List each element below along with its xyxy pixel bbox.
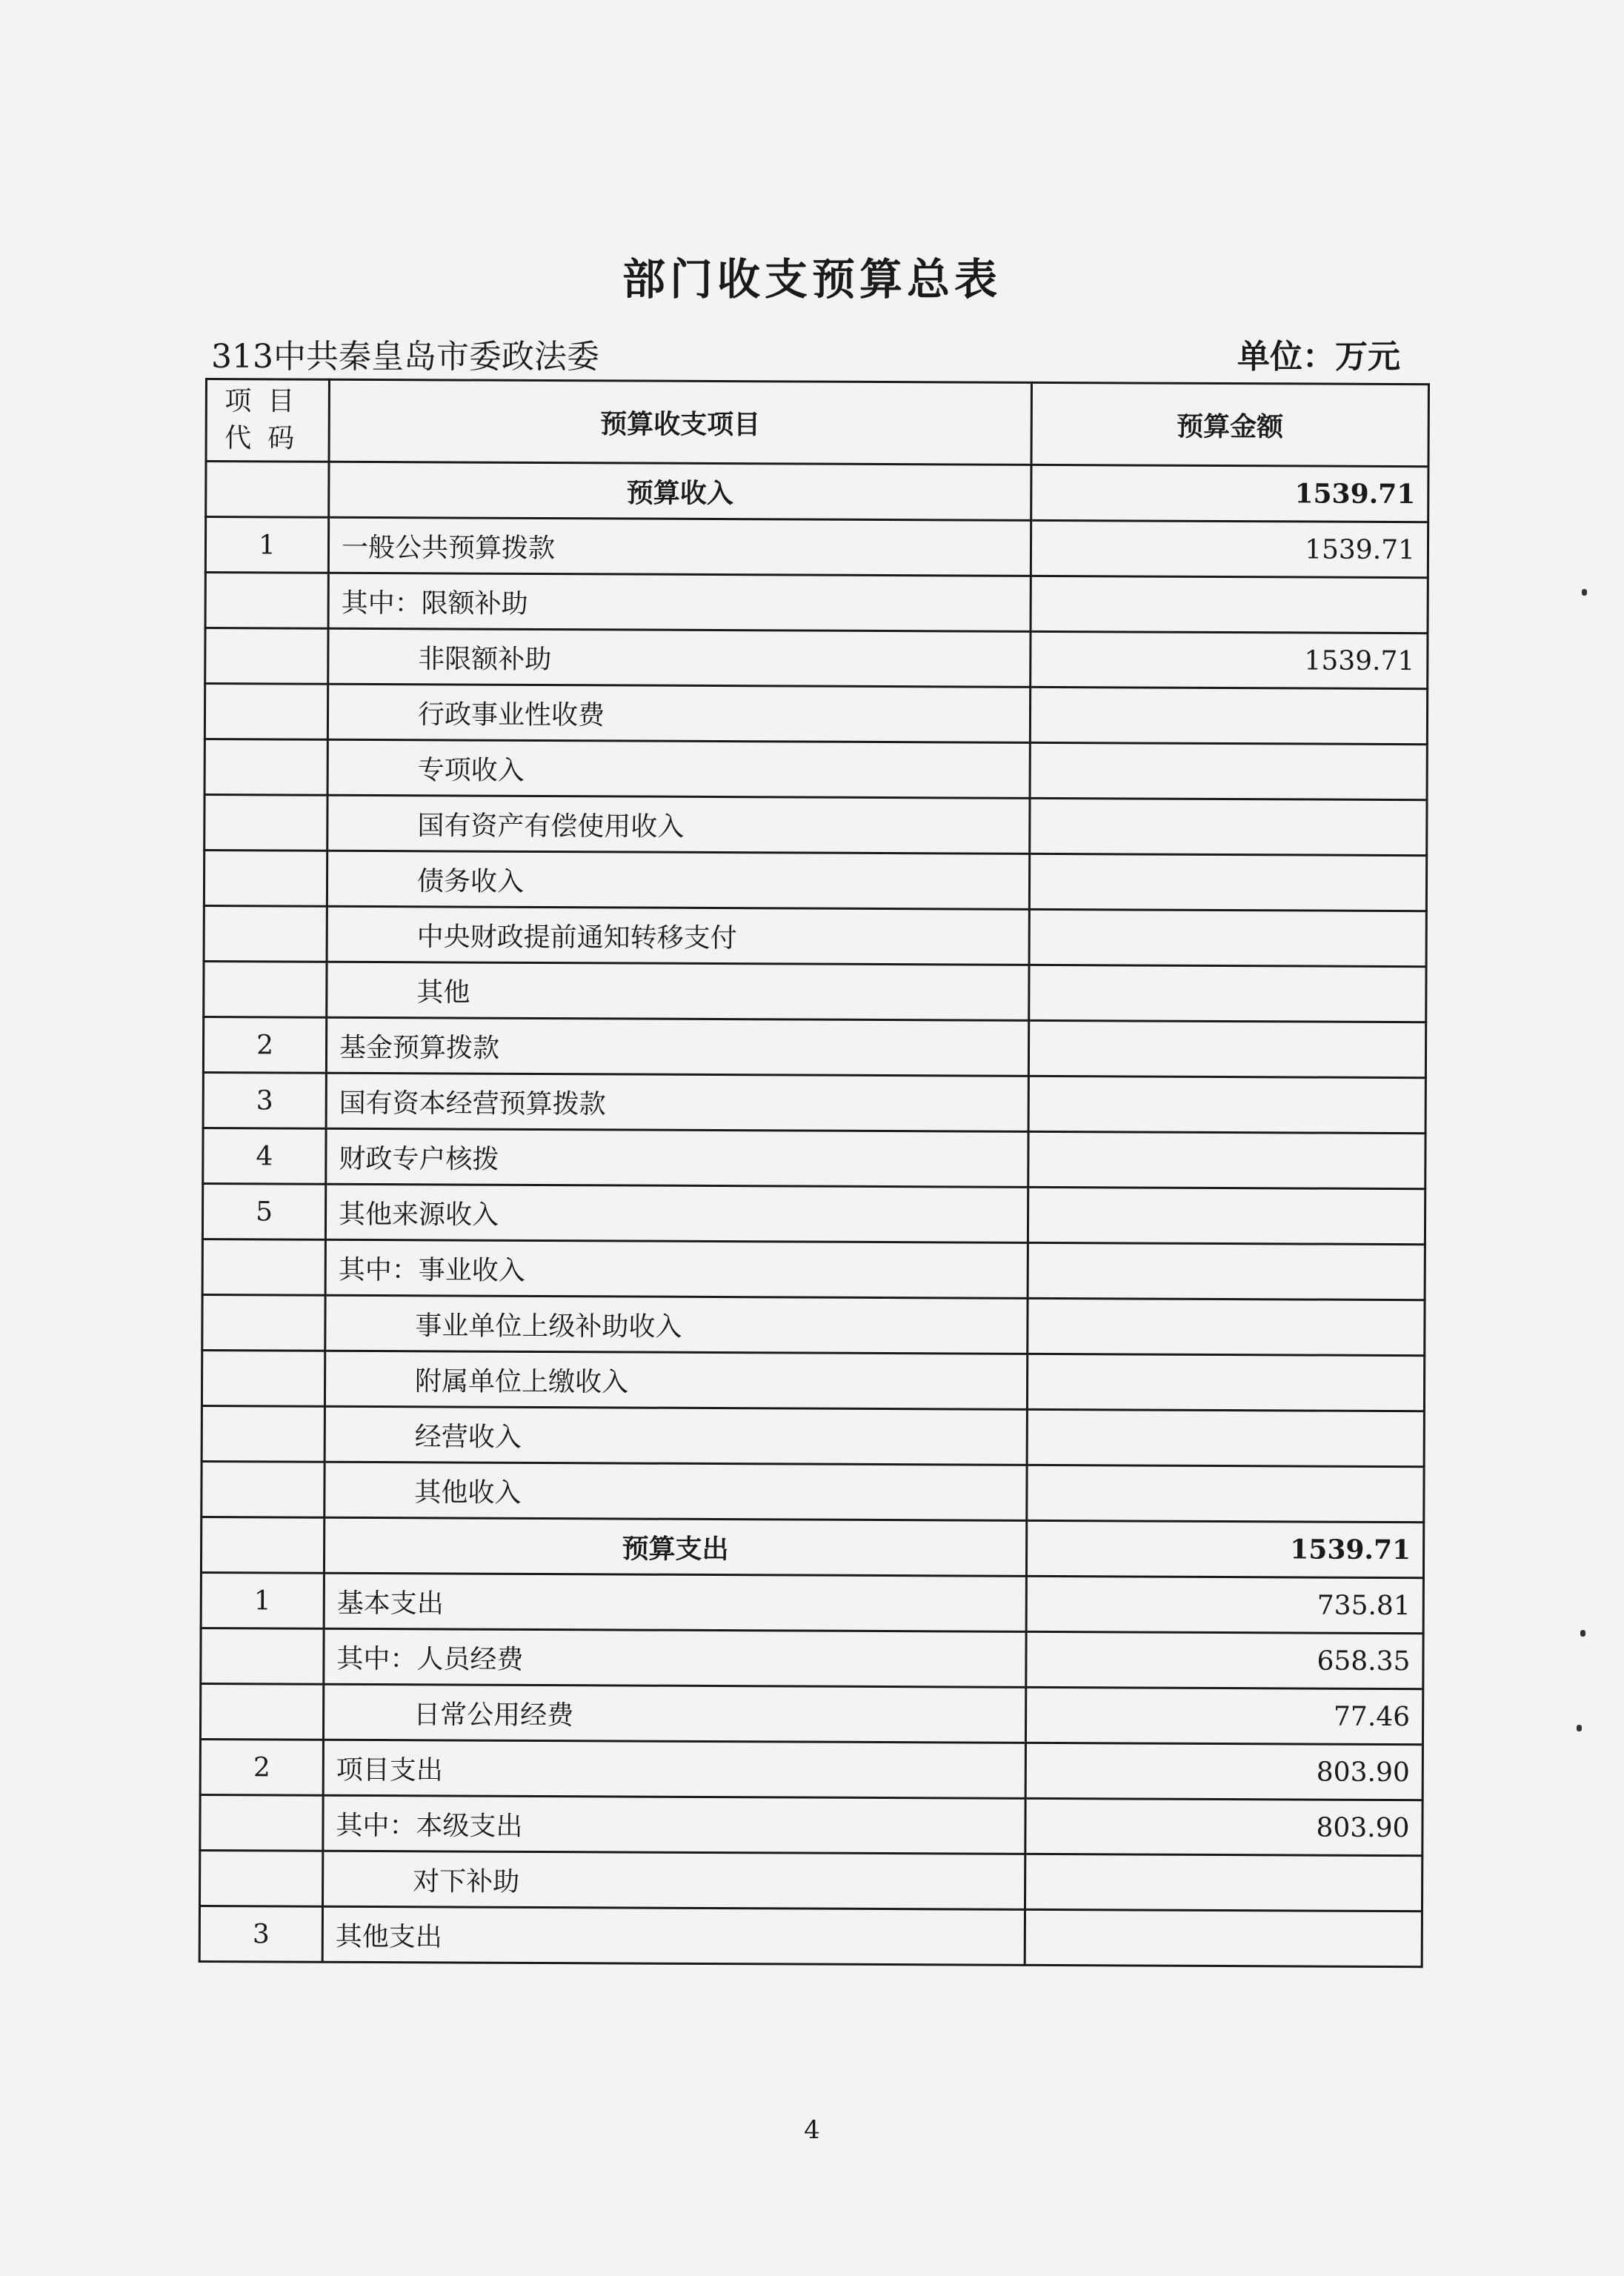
table-row xyxy=(202,1183,1425,1244)
table-row xyxy=(200,1739,1422,1800)
table-row xyxy=(204,851,1426,911)
row-item: 一般公共预算拨款 xyxy=(328,517,1031,576)
header-code-line1: 项目 xyxy=(224,386,311,417)
row-item: 预算支出 xyxy=(324,1517,1026,1576)
row-item: 国有资本经营预算拨款 xyxy=(326,1073,1028,1131)
row-item: 其他来源收入 xyxy=(325,1184,1028,1242)
row-item: 附属单位上缴收入 xyxy=(325,1351,1027,1409)
row-code: 1 xyxy=(201,1572,324,1628)
row-amount xyxy=(1027,1354,1424,1411)
table-row xyxy=(200,1794,1422,1855)
scan-speck xyxy=(1577,1725,1582,1731)
row-amount xyxy=(1028,1131,1425,1188)
unit-label: 单位：万元 xyxy=(1237,338,1400,376)
table-row xyxy=(204,684,1427,745)
row-code xyxy=(204,684,327,740)
row-code xyxy=(204,739,327,796)
row-amount xyxy=(1030,798,1427,855)
table-row xyxy=(202,1239,1425,1300)
row-amount xyxy=(1031,576,1428,633)
table-row xyxy=(203,1128,1425,1188)
row-code: 2 xyxy=(200,1739,323,1795)
header-amount: 预算金额 xyxy=(1031,382,1428,466)
row-code xyxy=(204,905,327,962)
row-item: 基本支出 xyxy=(324,1573,1026,1631)
row-item: 事业单位上级补助收入 xyxy=(325,1295,1028,1354)
page-number: 4 xyxy=(804,2115,820,2145)
organization-label: 313中共秦皇岛市委政法委 xyxy=(211,338,599,376)
scan-speck xyxy=(1582,589,1587,596)
row-code xyxy=(202,1294,325,1351)
row-code xyxy=(204,795,327,851)
header-code-line2: 代码 xyxy=(224,423,311,454)
row-code xyxy=(200,1794,323,1851)
row-code: 3 xyxy=(203,1072,326,1128)
row-item: 其他 xyxy=(327,962,1029,1020)
row-item: 项目支出 xyxy=(323,1740,1025,1798)
row-item: 其他支出 xyxy=(322,1906,1025,1965)
table-row xyxy=(199,1906,1422,1966)
row-item: 其中：事业收入 xyxy=(325,1240,1028,1298)
row-amount: 803.90 xyxy=(1025,1743,1422,1800)
table-row xyxy=(203,1072,1425,1133)
table-row xyxy=(204,961,1426,1022)
row-code xyxy=(202,1239,325,1295)
row-code: 1 xyxy=(205,517,328,573)
row-item: 债务收入 xyxy=(327,851,1029,909)
row-amount xyxy=(1028,1298,1425,1355)
row-amount xyxy=(1029,909,1426,966)
row-code: 3 xyxy=(199,1906,322,1962)
row-amount xyxy=(1030,742,1427,799)
table-row xyxy=(205,628,1428,689)
table-row xyxy=(206,462,1428,522)
table-row xyxy=(205,573,1428,633)
table-row xyxy=(204,905,1426,966)
table-row xyxy=(201,1572,1423,1633)
scan-speck xyxy=(1580,1630,1585,1637)
row-code xyxy=(201,1517,324,1573)
row-item: 国有资产有偿使用收入 xyxy=(327,795,1030,854)
row-amount: 735.81 xyxy=(1026,1576,1423,1633)
row-amount: 77.46 xyxy=(1025,1687,1422,1744)
row-amount: 1539.71 xyxy=(1031,465,1428,522)
row-amount xyxy=(1027,1409,1424,1466)
row-amount xyxy=(1029,965,1426,1022)
table-row xyxy=(201,1628,1423,1688)
row-item: 其他收入 xyxy=(325,1462,1027,1520)
row-item: 中央财政提前通知转移支付 xyxy=(327,906,1029,965)
table-row xyxy=(202,1350,1424,1411)
table-row xyxy=(202,1294,1425,1355)
table-row xyxy=(200,1850,1422,1911)
row-amount xyxy=(1028,1076,1425,1133)
table-row xyxy=(204,795,1427,856)
row-code xyxy=(205,628,328,685)
table-row xyxy=(200,1683,1422,1744)
row-amount xyxy=(1025,1909,1422,1966)
table-header-row xyxy=(206,379,1428,467)
row-code xyxy=(202,1350,325,1406)
row-amount: 658.35 xyxy=(1026,1631,1423,1688)
row-item: 行政事业性收费 xyxy=(327,684,1030,742)
row-code xyxy=(206,462,329,518)
header-item: 预算收支项目 xyxy=(329,379,1031,465)
row-item: 财政专户核拨 xyxy=(326,1128,1028,1187)
row-code xyxy=(204,961,327,1017)
row-code: 4 xyxy=(203,1128,326,1184)
table-row xyxy=(201,1517,1423,1577)
row-item: 其中：限额补助 xyxy=(328,573,1031,631)
row-code xyxy=(200,1683,323,1740)
row-amount xyxy=(1025,1854,1422,1911)
row-code xyxy=(205,573,328,629)
row-item: 专项收入 xyxy=(327,739,1030,798)
table-row xyxy=(205,517,1428,578)
row-amount: 803.90 xyxy=(1025,1798,1422,1855)
row-item: 预算收入 xyxy=(329,462,1031,520)
row-code: 5 xyxy=(202,1183,325,1240)
budget-table xyxy=(199,378,1430,1968)
row-amount: 1539.71 xyxy=(1031,520,1428,577)
row-amount xyxy=(1029,854,1426,911)
table-row xyxy=(202,1461,1424,1522)
row-amount xyxy=(1027,1465,1424,1522)
row-item: 其中：本级支出 xyxy=(323,1795,1025,1854)
row-amount xyxy=(1028,1242,1425,1300)
row-item: 其中：人员经费 xyxy=(324,1628,1026,1687)
page-title: 部门收支预算总表 xyxy=(622,254,1002,305)
row-code: 2 xyxy=(203,1016,326,1073)
row-item: 基金预算拨款 xyxy=(326,1017,1028,1076)
row-amount: 1539.71 xyxy=(1031,631,1428,688)
table-row xyxy=(204,739,1427,800)
row-amount xyxy=(1030,687,1427,744)
row-code xyxy=(201,1628,324,1684)
row-item: 非限额补助 xyxy=(328,628,1031,687)
row-amount xyxy=(1028,1020,1425,1077)
row-code xyxy=(202,1461,325,1517)
table-row xyxy=(202,1405,1424,1466)
row-code xyxy=(202,1405,325,1462)
row-amount: 1539.71 xyxy=(1026,1520,1423,1577)
row-item: 日常公用经费 xyxy=(323,1684,1025,1743)
table-row xyxy=(203,1016,1425,1077)
row-item: 对下补助 xyxy=(322,1851,1025,1909)
row-code xyxy=(204,851,327,907)
header-code xyxy=(206,379,329,462)
row-code xyxy=(200,1850,323,1906)
row-item: 经营收入 xyxy=(325,1406,1027,1465)
row-amount xyxy=(1028,1187,1425,1244)
